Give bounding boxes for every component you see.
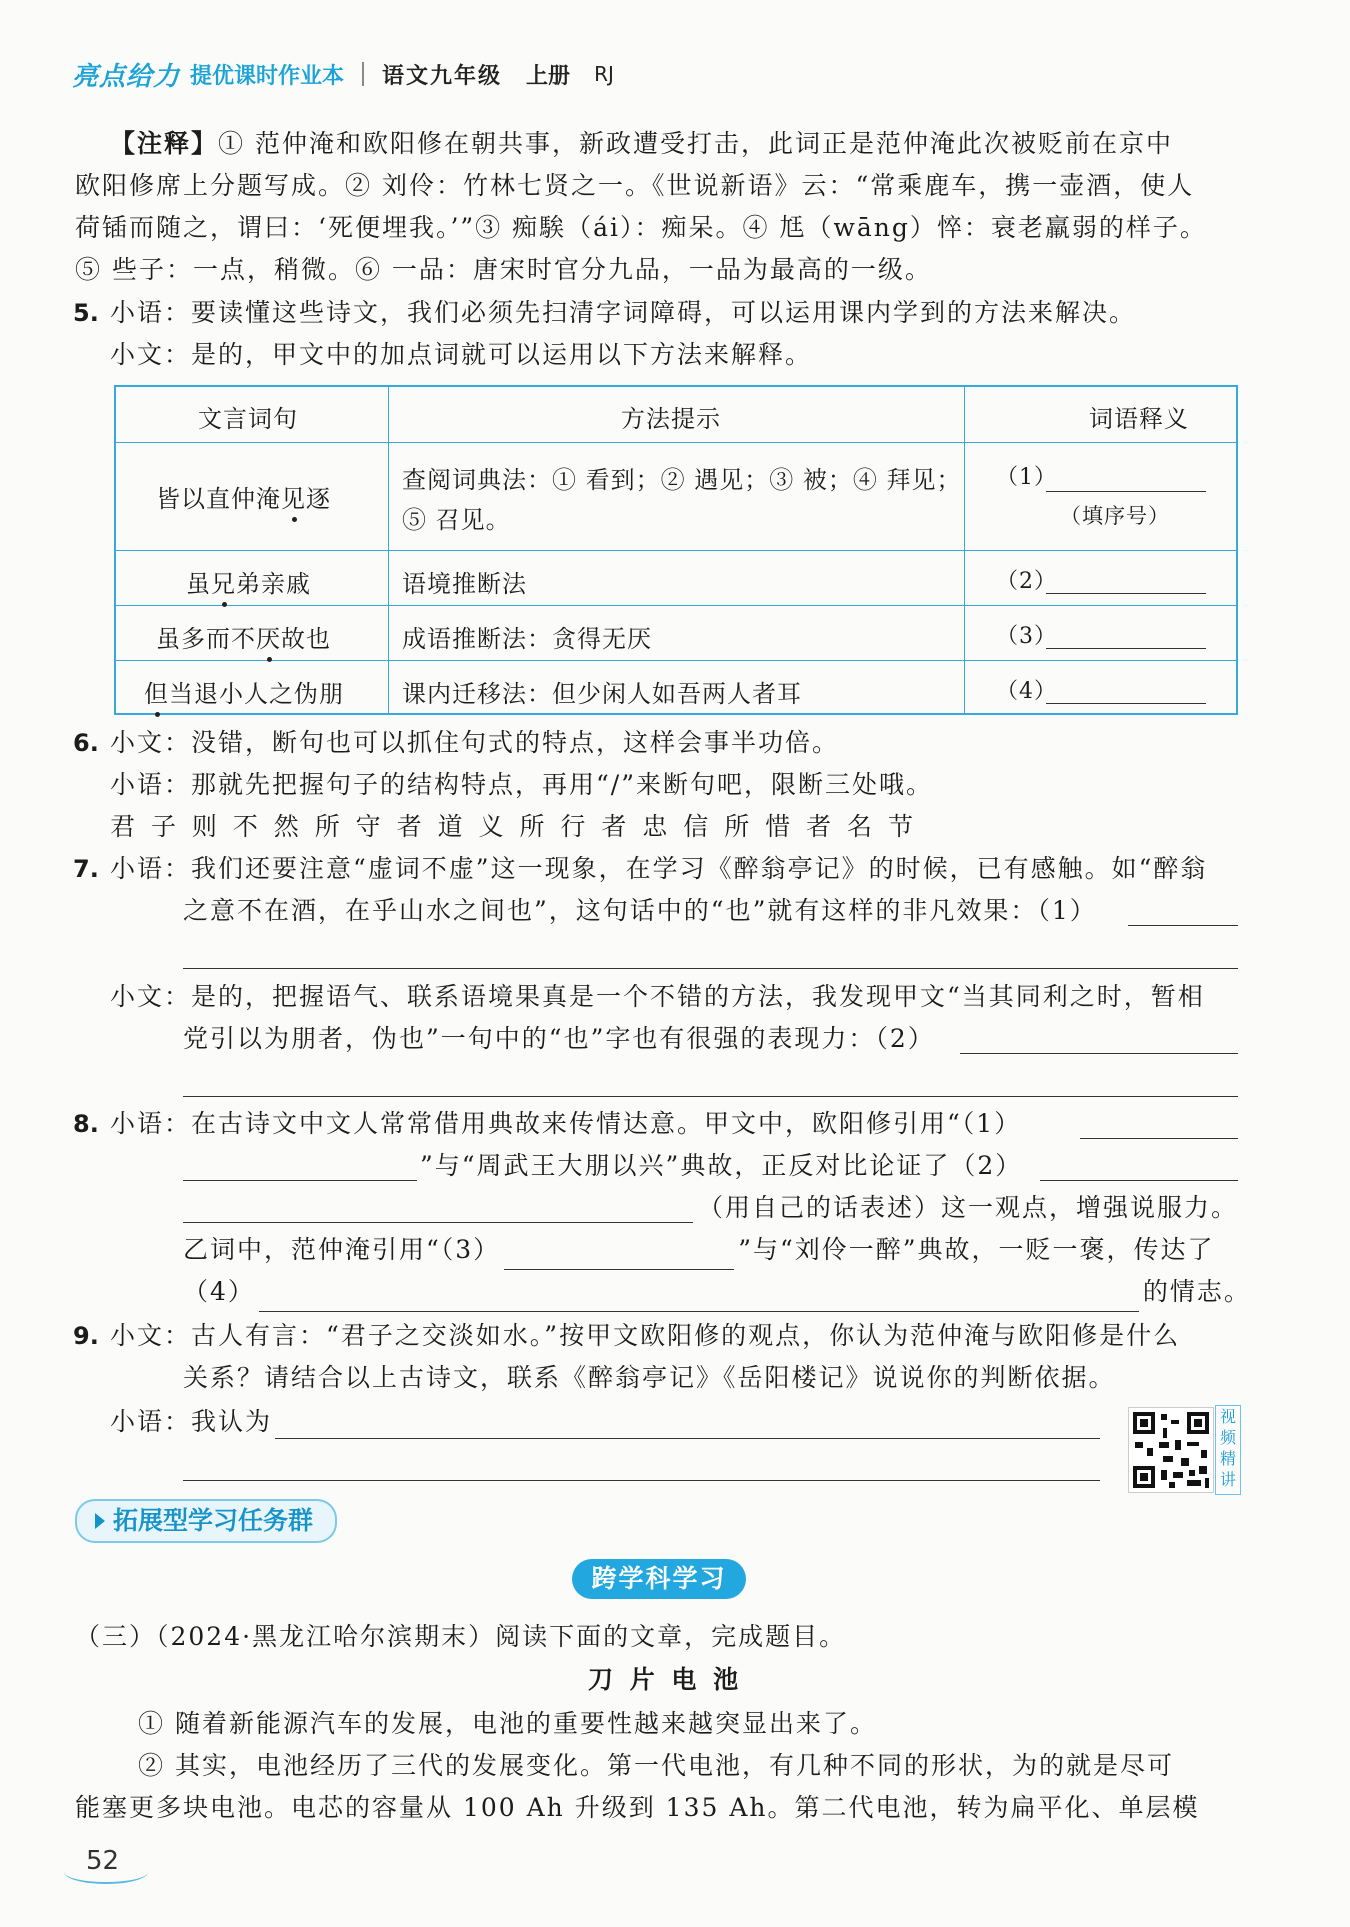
q8-blank-2b[interactable]	[183, 1222, 693, 1223]
dotted-word: 厌	[256, 619, 281, 654]
phrase-text: 皆以直仲淹	[156, 485, 281, 513]
q7-line-4: 党引以为朋者，伪也”一句中的“也”字也有很强的表现力：（2）	[183, 1024, 935, 1053]
answer-blank-4[interactable]	[1046, 703, 1206, 704]
page-header	[72, 52, 614, 96]
page-number: 52	[86, 1846, 120, 1876]
qr-code-icon[interactable]	[1128, 1407, 1214, 1493]
notes-line-2: 欧阳修席上分题写成。② 刘伶：竹林七贤之一。《世说新语》云：“常乘鹿车，携一壶酒，使人	[75, 171, 1195, 200]
table-rule	[964, 387, 965, 713]
phrase-text: 当退小人之伪朋	[169, 680, 344, 708]
q8-line-1: 小语：在古诗文中文人常常借用典故来传情达意。甲文中，欧阳修引用“（1）	[110, 1109, 1022, 1138]
table-row-4-method: 课内迁移法：但少闲人如吾两人者耳	[402, 680, 802, 708]
book-title: 语文九年级	[382, 63, 503, 89]
dotted-word: 但	[144, 674, 169, 709]
question-8-number: 8.	[73, 1110, 99, 1138]
cross-subject-tag: 跨学科学习	[572, 1559, 746, 1599]
table-row-3-method: 成语推断法：贪得无厌	[402, 625, 652, 653]
q8-line-5a: （4）	[183, 1277, 255, 1306]
answer-label-4: （4）	[996, 679, 1057, 704]
q8-line-4b: ”与“刘伶一醉”典故，一贬一褒，传达了	[738, 1235, 1215, 1264]
phrase-text: 虽	[186, 570, 211, 598]
q8-line-5	[183, 1272, 1251, 1312]
q6-line-2: 小语：那就先把握句子的结构特点，再用“/”来断句吧，限断三处哦。	[110, 770, 933, 799]
q7-blank-2a[interactable]	[960, 1053, 1238, 1054]
paragraph-2-line-2: 能塞更多块电池。电芯的容量从 100 Ah 升级到 135 Ah。第二代电池，转为扁平化、单层模	[75, 1793, 1200, 1822]
table-rule	[116, 660, 1236, 661]
series-title: 提优课时作业本	[190, 63, 345, 89]
table-rule	[116, 605, 1236, 606]
notes-line-4: ⑤ 些子：一点，稍微。⑥ 一品：唐宋时官分九品，一品为最高的一级。	[75, 255, 932, 284]
q7-line-3: 小文：是的，把握语气、联系语境果真是一个不错的方法，我发现甲文“当其同利之时，暂相	[110, 982, 1205, 1011]
table-row-1-method-a: 查阅词典法：① 看到；② 遇见；③ 被；④ 拜见；	[402, 466, 962, 494]
answer-label-3: （3）	[996, 624, 1057, 649]
q7-line-2: 之意不在酒，在乎山水之间也”，这句话中的“也”就有这样的非凡效果：（1）	[183, 896, 1097, 925]
table-row-1-phrase	[156, 479, 331, 514]
header-divider	[362, 62, 364, 86]
notes-line-1	[110, 124, 1173, 164]
paragraph-2-line-1: ② 其实，电池经历了三代的发展变化。第一代电池，有几种不同的形状，为的就是尽可	[138, 1751, 1174, 1780]
section-banner	[75, 1499, 337, 1543]
reading-intro: （三）（2024·黑龙江哈尔滨期末）阅读下面的文章，完成题目。	[75, 1622, 847, 1651]
dotted-word: 见	[281, 479, 306, 514]
q9-blank-1[interactable]	[275, 1438, 1100, 1439]
q7-blank-2b[interactable]	[183, 1096, 1238, 1097]
table-row-3-phrase	[156, 619, 331, 654]
answer-blank-1[interactable]	[1046, 491, 1206, 492]
table-rule	[116, 442, 1236, 443]
vocab-table	[114, 385, 1238, 715]
q7-blank-1b[interactable]	[183, 968, 1238, 969]
article-title: 刀 片 电 池	[588, 1665, 743, 1694]
phrase-text: 故也	[281, 625, 331, 653]
q5-line-2: 小文：是的，甲文中的加点词就可以运用以下方法来解释。	[110, 340, 813, 369]
section-banner-text: 拓展型学习任务群	[113, 1506, 314, 1535]
table-rule	[116, 550, 1236, 551]
q8-line-4a: 乙词中，范仲淹引用“（3）	[183, 1235, 501, 1264]
q7-line-1: 小语：我们还要注意“虚词不虚”这一现象，在学习《醉翁亭记》的时候，已有感触。如“醉翁	[110, 854, 1208, 883]
phrase-text: 逐	[306, 485, 331, 513]
table-row-4-phrase	[144, 674, 344, 709]
phrase-text: 虽多而不	[156, 625, 256, 653]
q8-line-2: ”与“周武王大朋以兴”典故，正反对比论证了（2）	[420, 1151, 1023, 1180]
notes-label: 【注释】	[110, 129, 219, 158]
q9-line-1: 小文：古人有言：“君子之交淡如水。”按甲文欧阳修的观点，你认为范仲淹与欧阳修是什么	[110, 1321, 1181, 1350]
table-row-1-method-b: ⑤ 召见。	[402, 506, 511, 534]
q7-blank-1a[interactable]	[1128, 925, 1238, 926]
video-explain-label: 视频精讲	[1215, 1405, 1241, 1495]
brand-logo: 亮点给力	[72, 61, 181, 92]
phrase-text: 弟亲戚	[236, 570, 311, 598]
q8-line-3: （用自己的话表述）这一观点，增强说服力。	[698, 1193, 1239, 1222]
q8-blank-4[interactable]	[259, 1285, 1139, 1312]
table-header-3: 词语释义	[1089, 405, 1189, 433]
table-header-2: 方法提示	[621, 405, 721, 433]
q9-line-2: 关系？请结合以上古诗文，联系《醉翁亭记》《岳阳楼记》说说你的判断依据。	[183, 1363, 1116, 1392]
answer-label-2: （2）	[996, 569, 1057, 594]
edition-label: RJ	[594, 62, 614, 86]
question-9-number: 9.	[73, 1322, 99, 1350]
table-rule	[388, 387, 389, 713]
q8-blank-1b[interactable]	[183, 1180, 417, 1181]
answer-label-1: （1）	[996, 465, 1057, 490]
q9-line-3: 小语：我认为	[110, 1407, 273, 1436]
table-row-2-phrase	[186, 564, 311, 599]
q6-line-1: 小文：没错，断句也可以抓住句式的特点，这样会事半功倍。	[110, 728, 840, 757]
question-7-number: 7.	[73, 855, 99, 883]
q8-blank-1a[interactable]	[1080, 1138, 1238, 1139]
notes-line-3: 荷锸而随之，谓曰：‘死便埋我。’”③ 痴騃（ái）：痴呆。④ 尪（wāng）悴：衰老羸弱的样子。	[75, 213, 1207, 242]
q6-sentence: 君 子 则 不 然 所 守 者 道 义 所 行 者 忠 信 所 惜 者 名 节	[110, 812, 917, 841]
answer-blank-2[interactable]	[1046, 593, 1206, 594]
notes-text-1: ① 范仲淹和欧阳修在朝共事，新政遭受打击，此词正是范仲淹此次被贬前在京中	[218, 129, 1173, 158]
answer-blank-3[interactable]	[1046, 648, 1206, 649]
volume-label: 上册	[526, 63, 571, 89]
paragraph-1: ① 随着新能源汽车的发展，电池的重要性越来越突显出来了。	[138, 1709, 877, 1738]
chevron-right-icon	[95, 1513, 105, 1529]
table-header-1: 文言词句	[198, 405, 298, 433]
table-row-2-method: 语境推断法	[402, 570, 527, 598]
q9-blank-2[interactable]	[183, 1480, 1100, 1481]
question-5-number: 5.	[73, 299, 99, 327]
q8-blank-2a[interactable]	[1040, 1180, 1238, 1181]
q5-line-1: 小语：要读懂这些诗文，我们必须先扫清字词障碍，可以运用课内学到的方法来解决。	[110, 298, 1137, 327]
question-6-number: 6.	[73, 729, 99, 757]
q8-line-4	[183, 1230, 1215, 1270]
q8-blank-3[interactable]	[504, 1243, 734, 1270]
dotted-word: 兄	[211, 564, 236, 599]
q8-line-5b: 的情志。	[1142, 1277, 1251, 1306]
answer-note: （填序号）	[1060, 504, 1170, 528]
